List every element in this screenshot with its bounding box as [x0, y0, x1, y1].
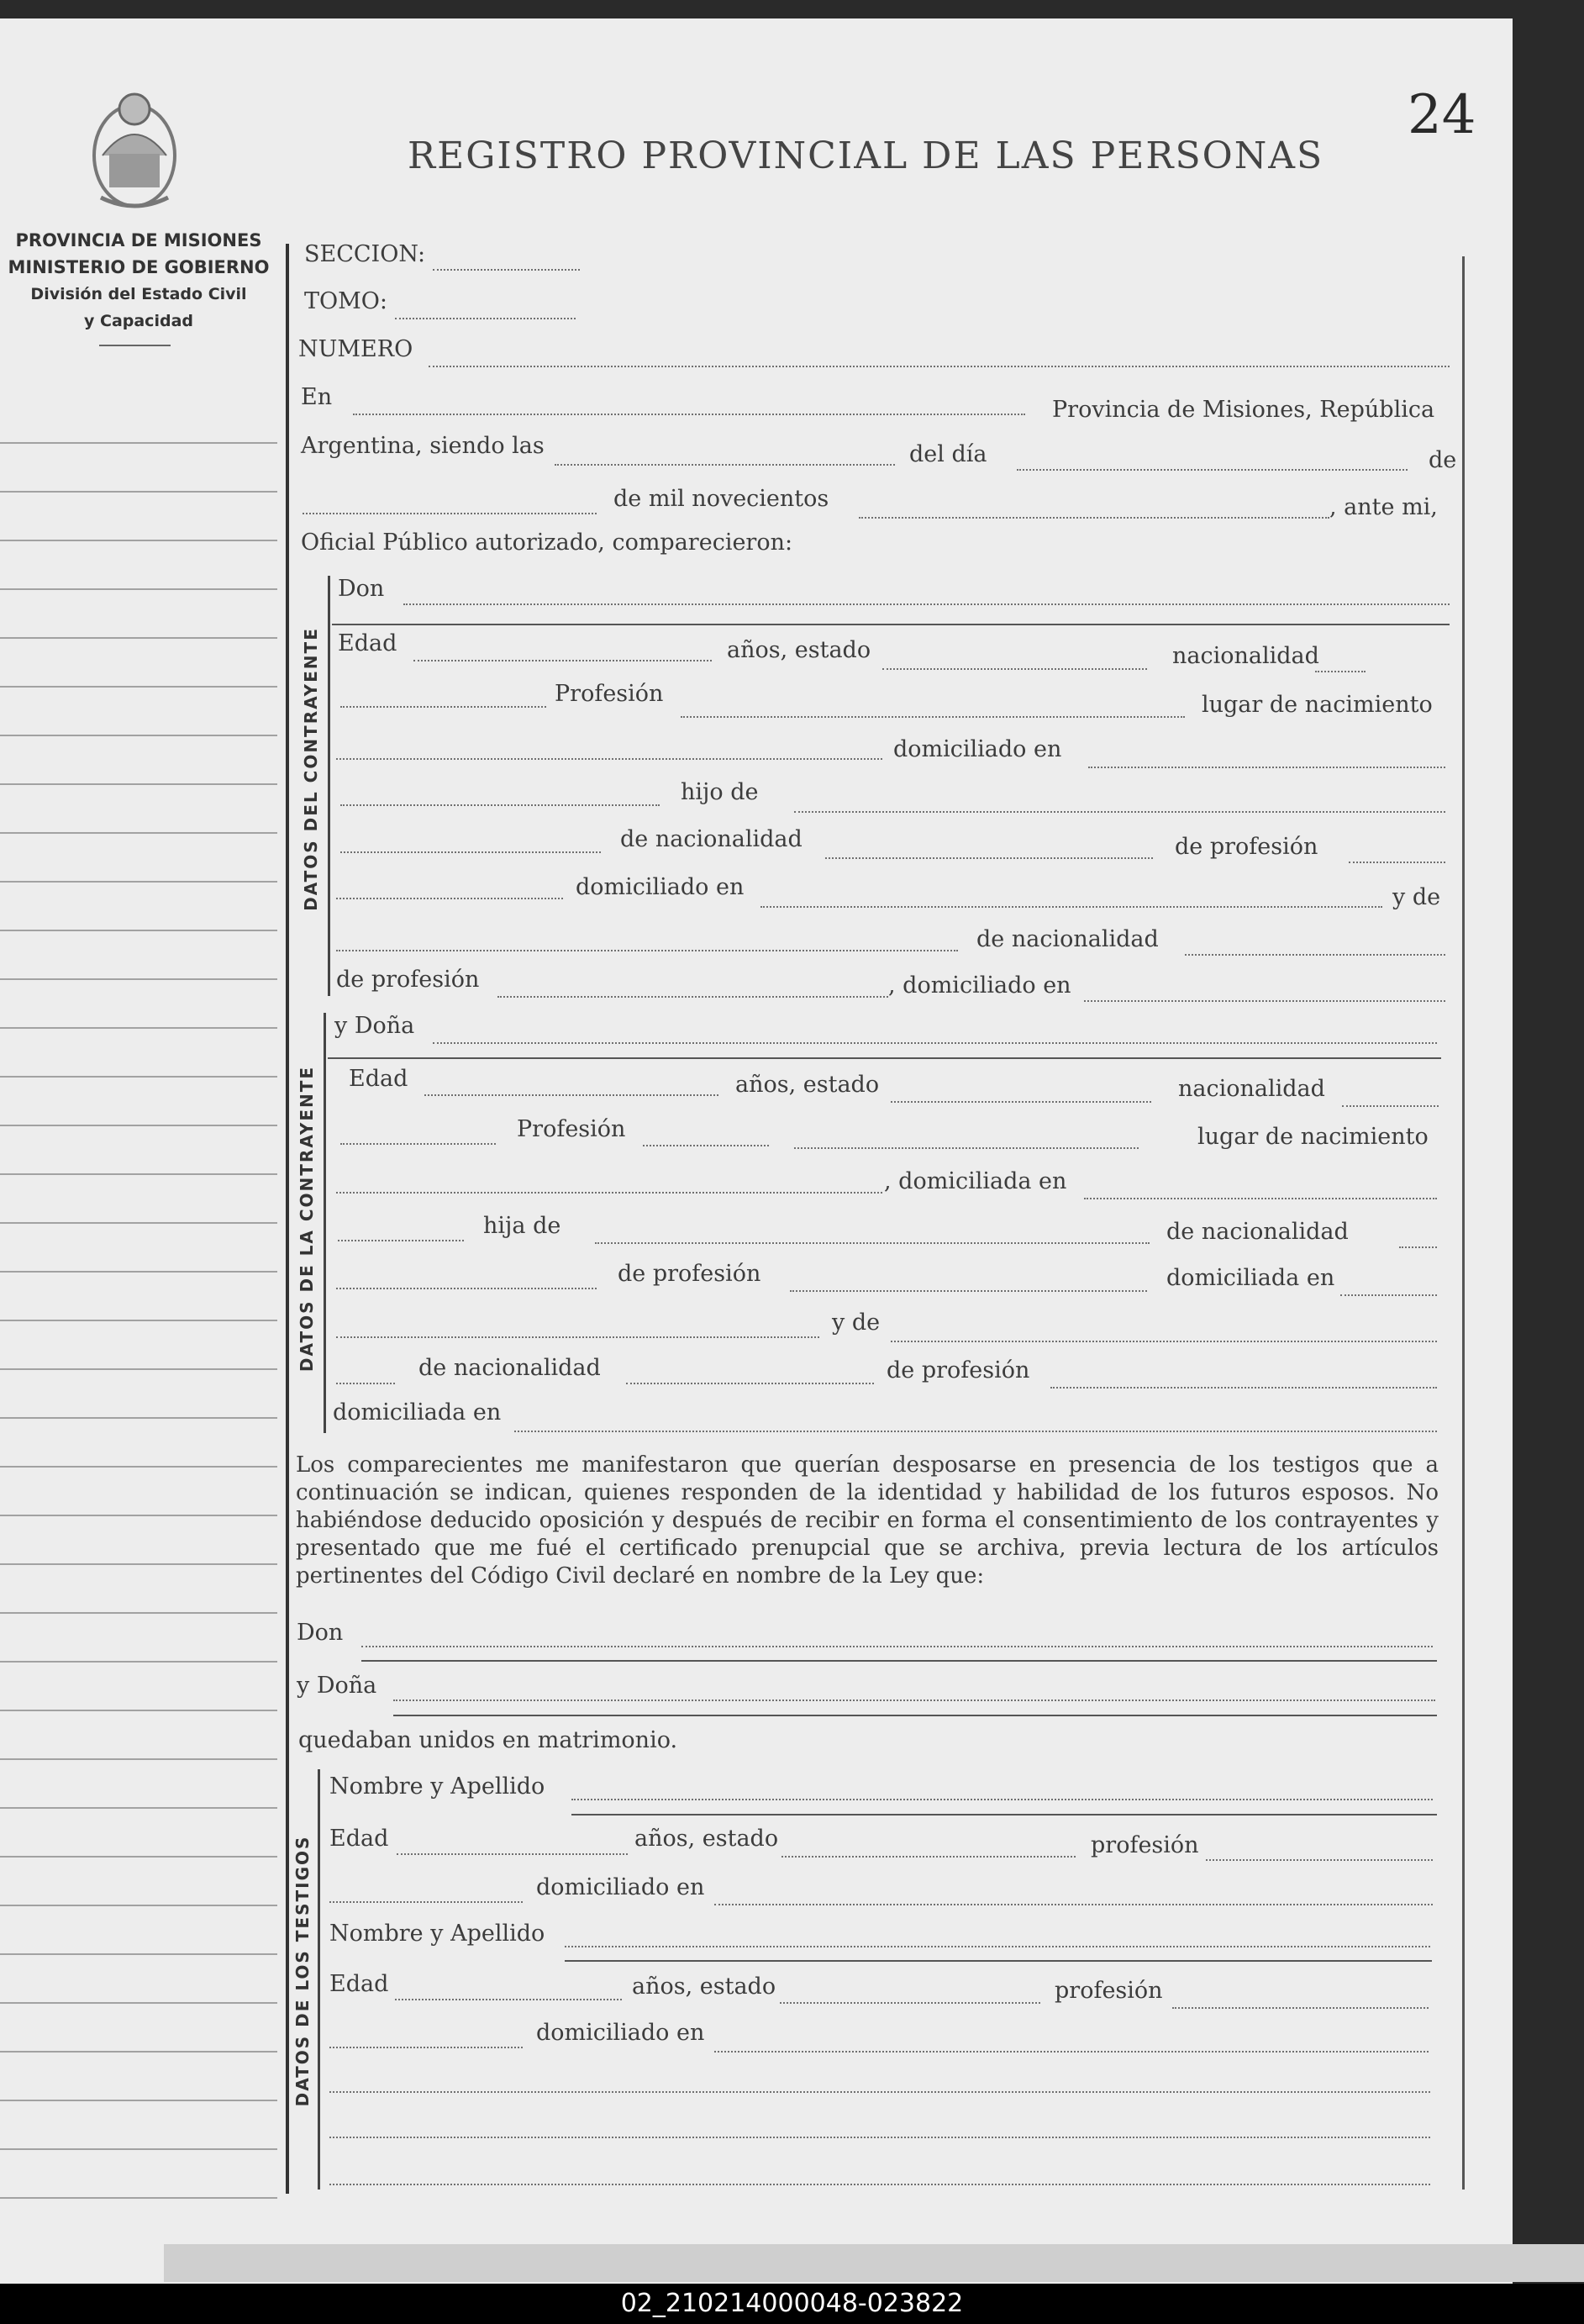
groom-hijo-label: hijo de	[681, 779, 759, 805]
bride-madre-nac-label: de nacionalidad	[418, 1355, 601, 1381]
en-label: En	[301, 384, 333, 410]
witness-extra-line-2[interactable]	[329, 2137, 1430, 2138]
bride-madre-field[interactable]	[891, 1341, 1437, 1342]
bride-section-label: DATOS DE LA CONTRAYENTE	[297, 1065, 317, 1373]
bride-prof-field[interactable]	[643, 1145, 769, 1146]
issuer-rule	[99, 345, 171, 346]
decl-don-label: Don	[297, 1620, 344, 1646]
groom-lugar-label: lugar de nacimiento	[1202, 692, 1433, 718]
footer-id-bar	[0, 2284, 1584, 2324]
groom-padre-field-b[interactable]	[340, 851, 601, 853]
groom-anos-label: años, estado	[727, 637, 871, 663]
groom-madre-dom-field[interactable]	[1084, 1000, 1445, 1002]
groom-name-field[interactable]	[403, 603, 1450, 605]
decl-dona-rule	[393, 1715, 1437, 1716]
witness-section-label: DATOS DE LOS TESTIGOS	[292, 1835, 313, 2107]
decl-dona-field[interactable]	[393, 1700, 1435, 1701]
tomo-field[interactable]	[395, 318, 576, 319]
witness1-edad-label: Edad	[329, 1826, 389, 1852]
witness1-nombre-rule	[571, 1814, 1437, 1815]
groom-section-label: DATOS DEL CONTRAYENTE	[301, 627, 321, 911]
witness1-nombre-field[interactable]	[571, 1799, 1433, 1800]
groom-dom-field[interactable]	[1088, 767, 1445, 768]
bride-nac-label: nacionalidad	[1178, 1076, 1325, 1102]
bride-padre-dom-field[interactable]	[1340, 1294, 1437, 1296]
groom-edad-label: Edad	[338, 630, 397, 656]
bride-madre-nac-field[interactable]	[626, 1383, 874, 1384]
groom-padre-prof-field-b[interactable]	[336, 898, 563, 899]
bride-prof-field-b[interactable]	[794, 1147, 1139, 1149]
bride-hija-label: hija de	[483, 1213, 561, 1239]
bride-name-field[interactable]	[433, 1042, 1437, 1044]
decl-don-rule	[361, 1660, 1437, 1662]
groom-madre-prof-field[interactable]	[497, 996, 888, 998]
groom-dom-label: domiciliado en	[893, 736, 1062, 762]
witness2-nombre-rule	[565, 1960, 1432, 1962]
mil-text: de mil novecientos	[613, 486, 829, 512]
coat-of-arms-icon	[84, 80, 185, 210]
witness1-anos-label: años, estado	[634, 1826, 779, 1852]
groom-prof-field-a[interactable]	[340, 706, 546, 708]
mes-field[interactable]	[303, 513, 597, 514]
groom-y-de-label: y de	[1392, 884, 1441, 910]
witness1-dom-label: domiciliado en	[536, 1874, 705, 1900]
groom-padre-dom-label: domiciliado en	[576, 874, 745, 900]
groom-estado-field[interactable]	[882, 668, 1147, 670]
bride-y-de-label: y de	[832, 1310, 881, 1336]
groom-madre-dom-label: , domiciliado en	[888, 972, 1071, 999]
witness2-nombre-field[interactable]	[565, 1946, 1430, 1947]
bride-padre-field[interactable]	[595, 1242, 1150, 1244]
groom-padre-nac-field[interactable]	[825, 857, 1153, 859]
witness1-prof-field[interactable]	[1206, 1859, 1433, 1861]
witness2-edad-field[interactable]	[395, 1999, 622, 2000]
groom-dom-field-b[interactable]	[340, 804, 660, 806]
witness1-nombre-label: Nombre y Apellido	[329, 1773, 545, 1800]
groom-section-bar	[328, 576, 330, 996]
del-dia-text: del día	[909, 441, 987, 467]
witness2-nombre-label: Nombre y Apellido	[329, 1921, 545, 1947]
bride-madre-dom-field[interactable]	[514, 1431, 1437, 1432]
decl-unidos-text: quedaban unidos en matrimonio.	[298, 1727, 678, 1753]
issuer-division: División del Estado Civil	[30, 285, 247, 303]
bride-prof-label: Profesión	[517, 1116, 626, 1142]
bride-anos-label: años, estado	[735, 1072, 880, 1098]
bride-madre-prof-label: de profesión	[887, 1357, 1030, 1383]
bride-name-rule	[328, 1057, 1441, 1059]
bride-madre-field-b[interactable]	[336, 1383, 395, 1384]
issuer-ministry: MINISTERIO DE GOBIERNO	[8, 257, 270, 277]
groom-madre-nac-label: de nacionalidad	[976, 926, 1159, 952]
groom-madre-prof-label: de profesión	[336, 967, 480, 993]
witness1-edad-field[interactable]	[397, 1853, 628, 1855]
groom-padre-dom-field[interactable]	[760, 906, 1382, 908]
witness-extra-line-1[interactable]	[329, 2091, 1430, 2093]
issuer-province: PROVINCIA DE MISIONES	[15, 230, 262, 250]
provincia-text: Provincia de Misiones, República	[1052, 397, 1435, 423]
bride-padre-nac-field[interactable]	[1399, 1246, 1437, 1248]
anio-field[interactable]	[859, 517, 1329, 519]
bride-padre-dom-label: domiciliada en	[1166, 1265, 1335, 1291]
tomo-label: TOMO:	[304, 288, 388, 314]
numero-label: NUMERO	[298, 336, 413, 362]
groom-don-label: Don	[338, 576, 385, 602]
bride-nac-field[interactable]	[1342, 1105, 1439, 1107]
bride-padre-prof-label: de profesión	[618, 1261, 761, 1287]
witness2-edad-label: Edad	[329, 1971, 389, 1997]
groom-nac-field[interactable]	[1315, 671, 1366, 672]
bride-dom-label: , domiciliada en	[884, 1168, 1067, 1194]
witness2-prof-field-b[interactable]	[329, 2047, 523, 2048]
groom-padre-nac-label: de nacionalidad	[620, 826, 803, 852]
witness2-dom-field[interactable]	[714, 2051, 1429, 2053]
bride-lugar-field[interactable]	[336, 1192, 882, 1194]
witness2-prof-label: profesión	[1055, 1978, 1163, 2004]
bride-estado-field[interactable]	[891, 1101, 1151, 1103]
footer-id: 02_210214000048-023822	[620, 2289, 964, 2318]
witness2-estado-field[interactable]	[780, 2002, 1040, 2004]
witness1-prof-label: profesión	[1091, 1832, 1199, 1858]
hora-field[interactable]	[555, 464, 895, 466]
en-field[interactable]	[353, 414, 1025, 415]
groom-nac-label: nacionalidad	[1172, 643, 1319, 669]
seccion-label: SECCION:	[304, 241, 426, 267]
argentina-text: Argentina, siendo las	[301, 433, 545, 459]
witness2-prof-field[interactable]	[1172, 2007, 1429, 2009]
margin-ruled-lines	[0, 395, 277, 2211]
right-vertical-rule	[1462, 256, 1465, 2190]
oficial-text: Oficial Público autorizado, comparecieron:	[301, 530, 793, 556]
groom-madre-nac-field[interactable]	[1185, 954, 1445, 956]
bride-padre-prof-field[interactable]	[790, 1290, 1147, 1292]
issuer-block	[0, 227, 277, 335]
bride-padre-nac-label: de nacionalidad	[1166, 1219, 1349, 1245]
numero-field[interactable]	[429, 366, 1450, 367]
bride-madre-dom-label: domiciliada en	[333, 1399, 502, 1425]
bride-dom-field[interactable]	[1084, 1198, 1437, 1199]
groom-name-rule	[332, 624, 1450, 625]
page-number: 24	[1408, 84, 1476, 146]
bride-edad-label: Edad	[349, 1066, 408, 1092]
groom-edad-field[interactable]	[413, 660, 712, 661]
witness1-dom-field[interactable]	[714, 1904, 1433, 1905]
groom-madre-field[interactable]	[336, 950, 958, 951]
bride-section-bar	[324, 1013, 326, 1433]
de-text: de	[1429, 447, 1457, 473]
bride-edad-field[interactable]	[424, 1094, 718, 1096]
decl-don-field[interactable]	[361, 1646, 1433, 1647]
groom-padre-prof-label: de profesión	[1175, 834, 1318, 860]
groom-prof-label: Profesión	[555, 681, 664, 707]
groom-prof-field[interactable]	[681, 716, 1185, 718]
groom-padre-prof-field[interactable]	[1349, 862, 1445, 863]
groom-lugar-field[interactable]	[336, 758, 882, 760]
bride-madre-prof-field[interactable]	[1050, 1387, 1437, 1389]
witness-extra-line-3[interactable]	[329, 2184, 1430, 2185]
dia-field[interactable]	[1017, 469, 1408, 471]
statement-paragraph: Los comparecientes me manifestaron que querían desposarse en presencia de los testigos que a continuación se indican, quienes responden de la identidad y habilidad de los futuros esposos. No habiéndose deducido oposición y después de recibir en forma el consentimiento de los contrayentes y presentado que me fué el certificado prenupcial que se archiva, previa lectura de los artículos pertinentes del Código Civil declaré en nombre de la Ley que:	[296, 1452, 1439, 1589]
witness2-anos-label: años, estado	[632, 1974, 776, 2000]
issuer-division-2: y Capacidad	[84, 312, 193, 330]
ante-text: , ante mi,	[1329, 494, 1438, 520]
bride-dona-label: y Doña	[334, 1013, 415, 1039]
bride-padre-dom-field-b[interactable]	[336, 1336, 819, 1338]
form-title: REGISTRO PROVINCIAL DE LAS PERSONAS	[408, 134, 1324, 177]
witness2-dom-label: domiciliado en	[536, 2020, 705, 2046]
bride-padre-nac-field-b[interactable]	[336, 1288, 597, 1289]
seccion-field[interactable]	[433, 269, 580, 271]
groom-padre-field[interactable]	[794, 811, 1445, 813]
bride-lugar-label: lugar de nacimiento	[1197, 1124, 1429, 1150]
witness1-estado-field[interactable]	[781, 1856, 1076, 1858]
paper-underlay	[164, 2244, 1584, 2282]
decl-dona-label: y Doña	[297, 1673, 377, 1699]
bride-dom-field-b[interactable]	[338, 1240, 464, 1241]
bride-prof-field-a[interactable]	[340, 1143, 496, 1145]
witness1-prof-field-b[interactable]	[329, 1901, 523, 1903]
